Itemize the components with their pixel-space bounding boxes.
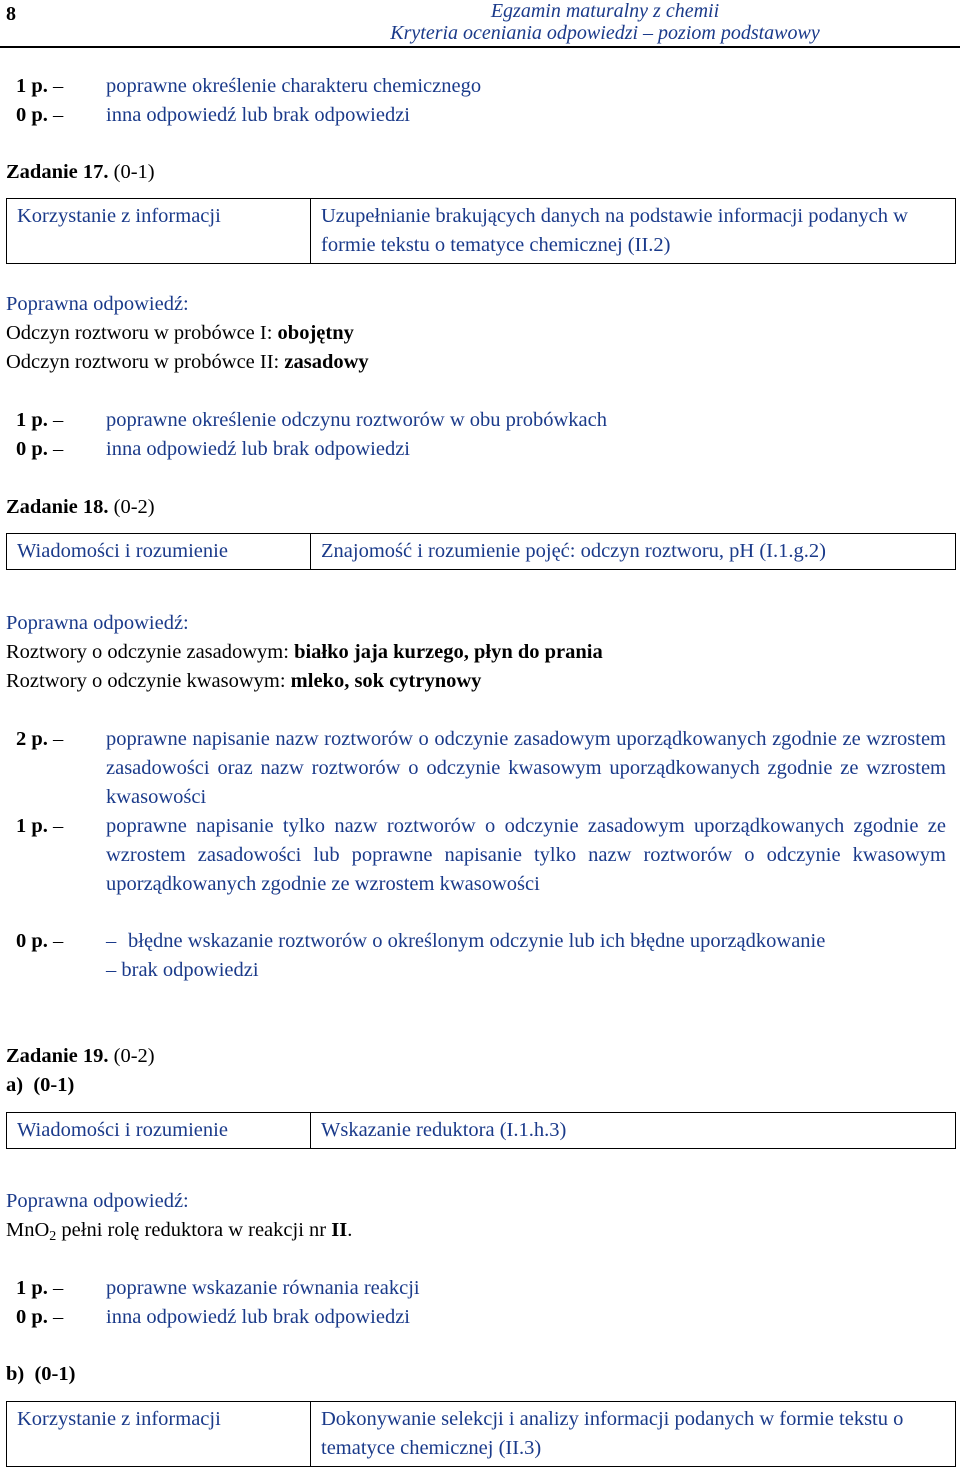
- points-label: 0 p. –: [16, 104, 64, 126]
- points-label: 2 p. –: [16, 728, 64, 750]
- task-17-requirements-table: [6, 198, 956, 264]
- scoring-description: inna odpowiedź lub brak odpowiedzi: [106, 104, 411, 126]
- task-17-heading: Zadanie 17. (0-1): [6, 161, 155, 183]
- scoring-description: poprawne napisanie nazw roztworów o odczynie zasadowym uporządkowanych zgodnie ze wzrostem zasadowości oraz nazw roztworów o odczynie kwasowym uporządkowanych zgodnie ze wzrostem kwasowości: [106, 728, 946, 808]
- correct-answer-label: Poprawna odpowiedź:: [6, 293, 189, 315]
- points-label: 1 p. –: [16, 409, 64, 431]
- skill-area: Wiadomości i rozumienie: [7, 1113, 311, 1149]
- requirement: Uzupełnianie brakujących danych na podstawie informacji podanych w formie tekstu o tematyce chemicznej (II.2): [311, 199, 956, 264]
- points-label: 0 p. –: [16, 1306, 64, 1328]
- correct-answer-label: Poprawna odpowiedź:: [6, 1190, 189, 1212]
- scoring-description: błędne wskazanie roztworów o określonym odczynie lub ich błędne uporządkowanie: [128, 930, 826, 952]
- points-label: 1 p. –: [16, 815, 64, 837]
- points-label: 0 p. –: [16, 930, 64, 952]
- skill-area: Korzystanie z informacji: [7, 1402, 311, 1467]
- page-number: 8: [6, 3, 16, 25]
- answer-line: Roztwory o odczynie zasadowym: białko jaja kurzego, płyn do prania: [6, 641, 603, 663]
- skill-area: Korzystanie z informacji: [7, 199, 311, 264]
- answer-line: Odczyn roztworu w probówce II: zasadowy: [6, 351, 369, 373]
- answer-line: MnO$_2$ pełni rolę reduktora w reakcji nr II.: [6, 1219, 353, 1244]
- scoring-description: poprawne określenie odczynu roztworów w obu probówkach: [106, 409, 607, 431]
- task-19a-heading: a) (0-1): [6, 1074, 75, 1096]
- requirement: Znajomość i rozumienie pojęć: odczyn roztworu, pH (I.1.g.2): [311, 534, 956, 570]
- scoring-description: poprawne określenie charakteru chemicznego: [106, 75, 482, 97]
- header-divider: [0, 46, 960, 48]
- requirement: Dokonywanie selekcji i analizy informacji podanych w formie tekstu o tematyce chemicznej (II.3): [311, 1402, 956, 1467]
- scoring-description: poprawne wskazanie równania reakcji: [106, 1277, 420, 1299]
- skill-area: Wiadomości i rozumienie: [7, 534, 311, 570]
- task-19-heading: Zadanie 19. (0-2): [6, 1045, 155, 1067]
- correct-answer-label: Poprawna odpowiedź:: [6, 612, 189, 634]
- task-19a-requirements-table: [6, 1112, 956, 1149]
- points-label: 1 p. –: [16, 1277, 64, 1299]
- task-18-requirements-table: [6, 533, 956, 570]
- scoring-description: brak odpowiedzi: [121, 959, 259, 981]
- points-label: 1 p. –: [16, 75, 64, 97]
- task-18-heading: Zadanie 18. (0-2): [6, 496, 155, 518]
- task-19b-heading: b) (0-1): [6, 1363, 76, 1385]
- scoring-description: poprawne napisanie tylko nazw roztworów o odczynie zasadowym uporządkowanych zgodnie ze wzrostem zasadowości lub poprawne napisanie tylko nazw roztworów o odczynie kwasowym uporządkowanych zgodnie ze wzrostem kwasowości: [106, 815, 946, 895]
- task-19b-requirements-table: [6, 1401, 956, 1467]
- scoring-description: inna odpowiedź lub brak odpowiedzi: [106, 438, 411, 460]
- page-header-title: [260, 0, 950, 44]
- points-label: 0 p. –: [16, 438, 64, 460]
- scoring-description-list: – błędne wskazanie roztworów o określonym odczynie lub ich błędne uporządkowanie – brak odpowiedzi: [106, 930, 826, 981]
- answer-line: Odczyn roztworu w probówce I: obojętny: [6, 322, 354, 344]
- header-title-line2: Kryteria oceniania odpowiedzi – poziom podstawowy: [390, 22, 820, 44]
- requirement: Wskazanie reduktora (I.1.h.3): [311, 1113, 956, 1149]
- scoring-description: inna odpowiedź lub brak odpowiedzi: [106, 1306, 411, 1328]
- answer-line: Roztwory o odczynie kwasowym: mleko, sok cytrynowy: [6, 670, 482, 692]
- header-title-line1: Egzamin maturalny z chemii: [490, 0, 720, 22]
